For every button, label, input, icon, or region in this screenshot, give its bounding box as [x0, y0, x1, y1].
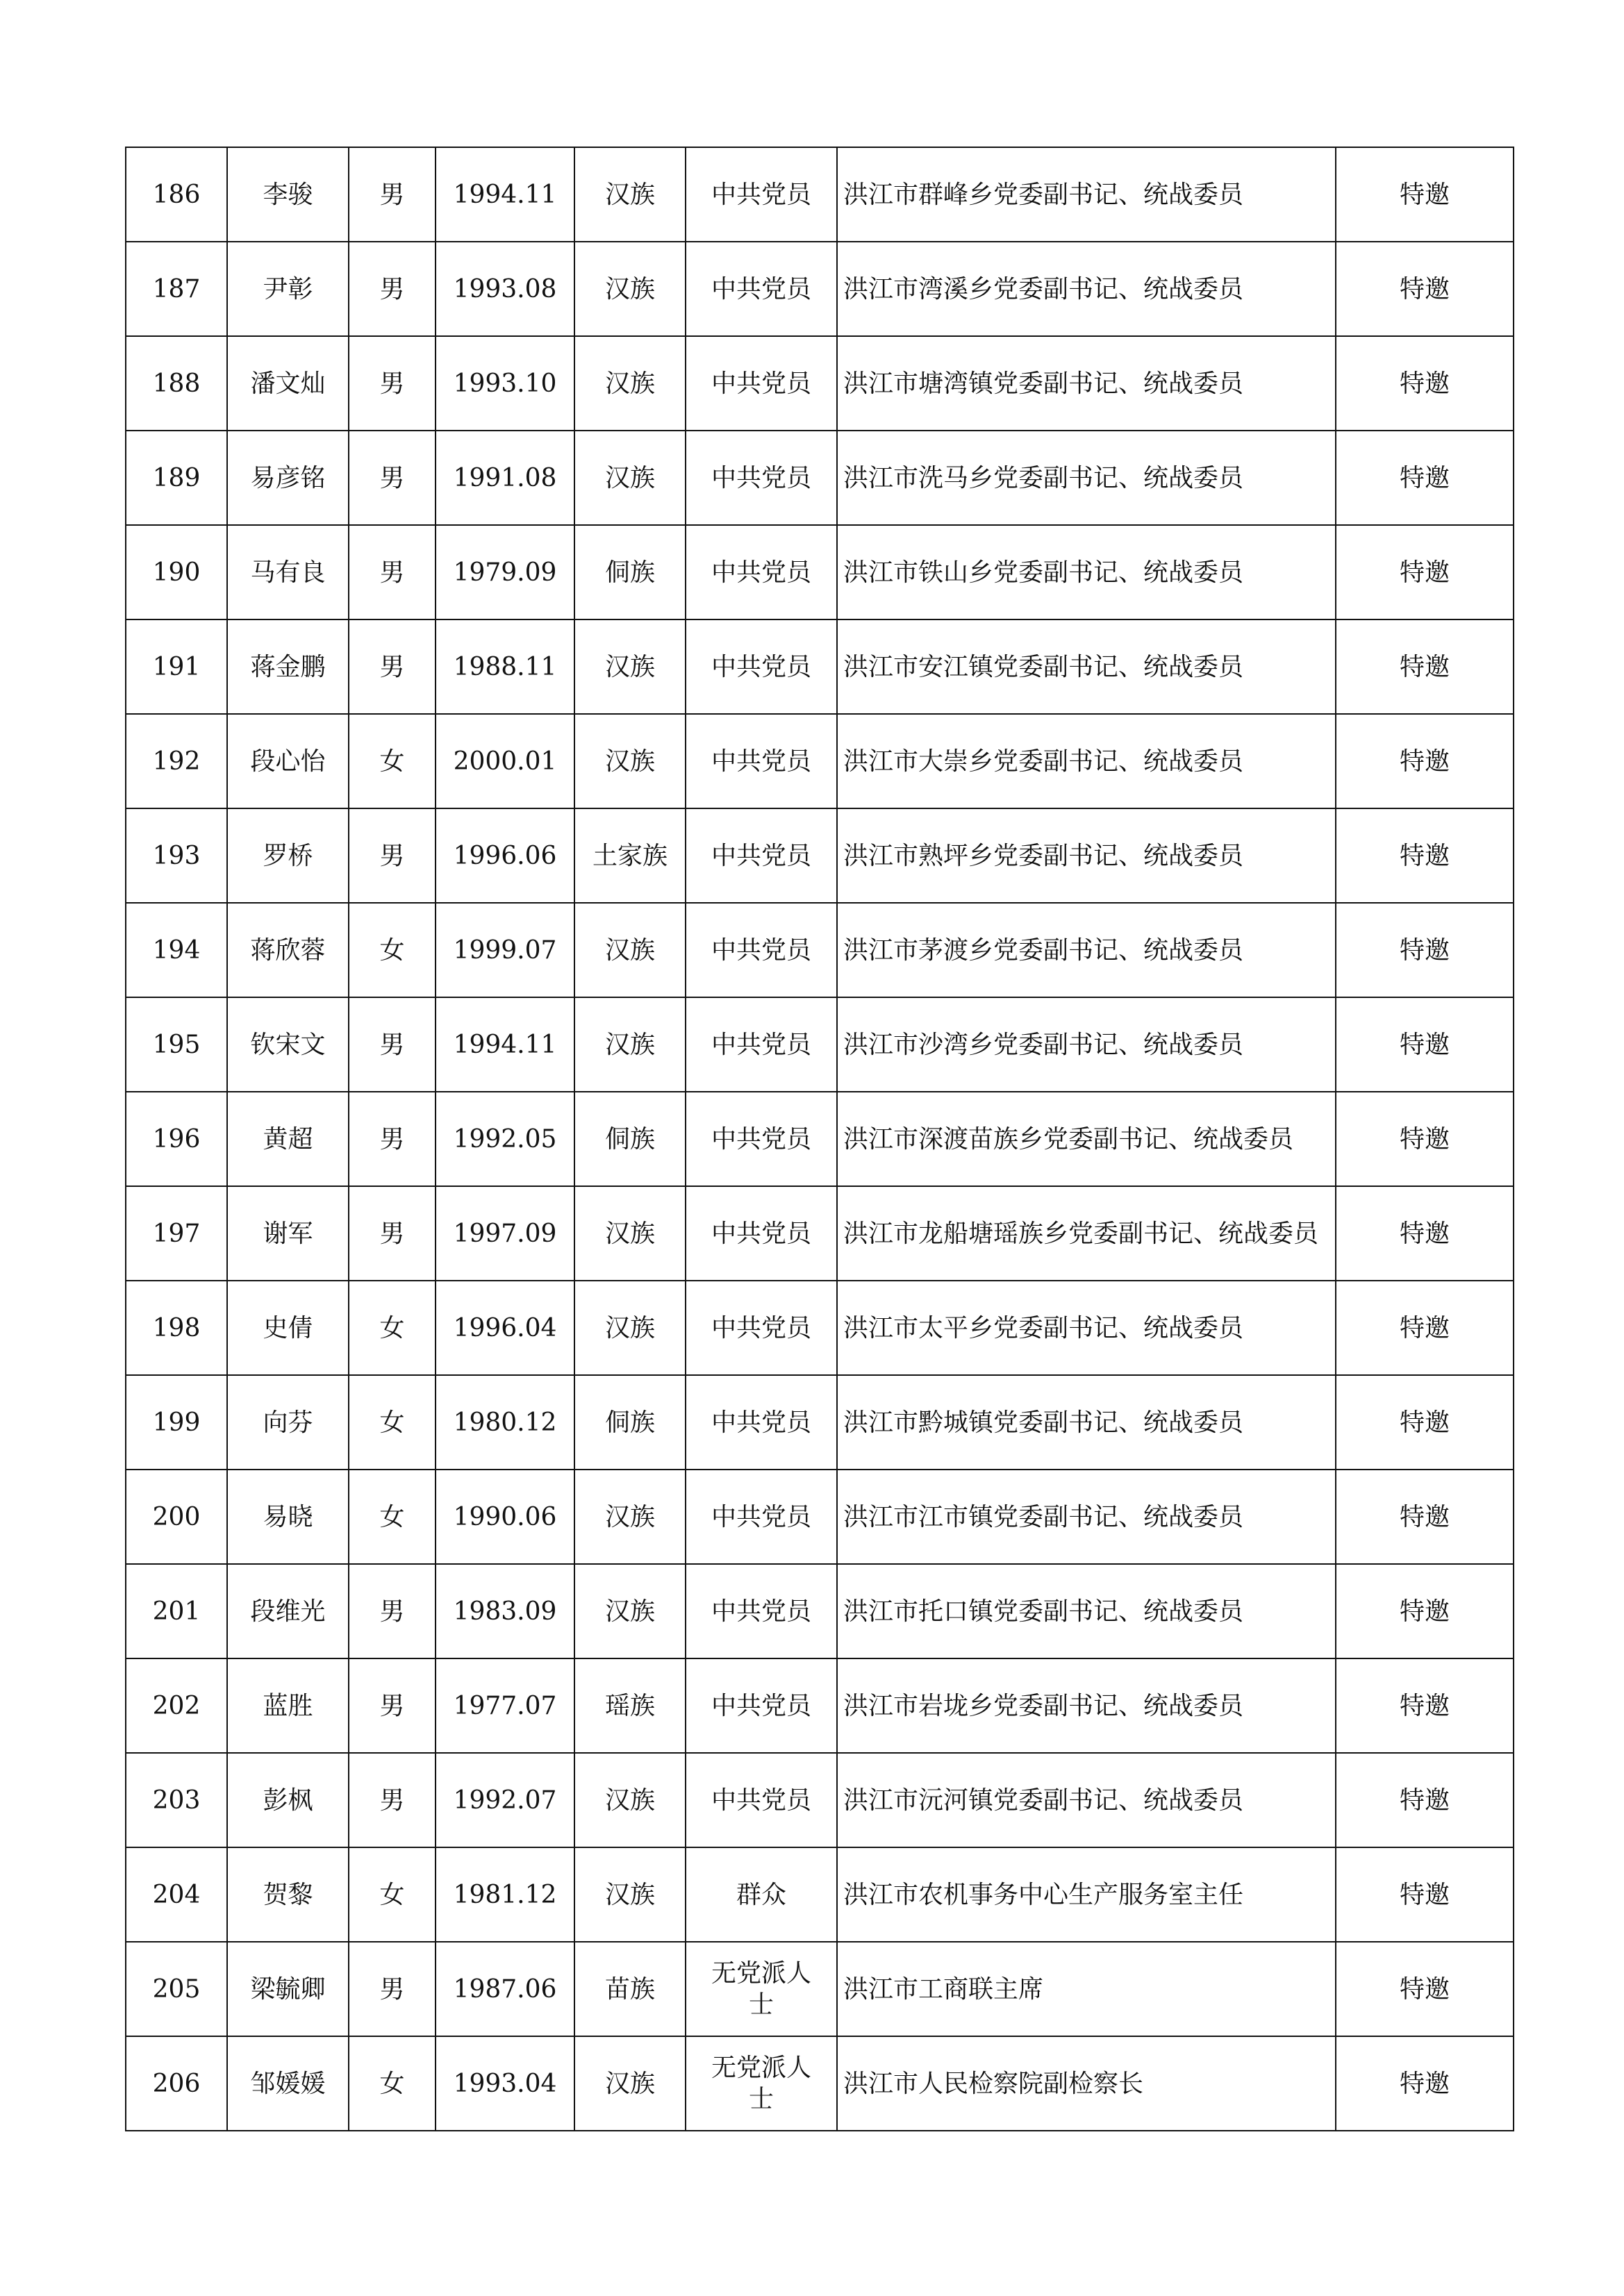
table-row: [126, 1092, 1514, 1186]
seq-cell: 203: [126, 1753, 227, 1847]
gender-cell: 男: [349, 242, 436, 336]
gender-cell: 男: [349, 1658, 436, 1753]
category-cell: 特邀: [1336, 808, 1514, 903]
position-cell: 洪江市安江镇党委副书记、统战委员: [837, 619, 1336, 714]
gender-cell: 男: [349, 147, 436, 242]
birth-date-cell: 1996.06: [436, 808, 574, 903]
position-cell: 洪江市人民检察院副检察长: [837, 2036, 1336, 2131]
table-row: [126, 1942, 1514, 2036]
seq-cell: 186: [126, 147, 227, 242]
roster-table: [125, 147, 1514, 2131]
seq-cell: 200: [126, 1470, 227, 1564]
name-cell: 彭枫: [227, 1753, 349, 1847]
category-cell: 特邀: [1336, 1753, 1514, 1847]
ethnicity-cell: 汉族: [574, 242, 686, 336]
party-affiliation-cell: 中共党员: [686, 1375, 837, 1470]
gender-cell: 男: [349, 619, 436, 714]
position-cell: 洪江市江市镇党委副书记、统战委员: [837, 1470, 1336, 1564]
position-cell: 洪江市茅渡乡党委副书记、统战委员: [837, 903, 1336, 997]
position-cell: 洪江市洗马乡党委副书记、统战委员: [837, 431, 1336, 525]
ethnicity-cell: 汉族: [574, 619, 686, 714]
position-cell: 洪江市农机事务中心生产服务室主任: [837, 1847, 1336, 1942]
table-row: [126, 903, 1514, 997]
name-cell: 李骏: [227, 147, 349, 242]
gender-cell: 男: [349, 1092, 436, 1186]
party-affiliation-cell: 群众: [686, 1847, 837, 1942]
ethnicity-cell: 侗族: [574, 1092, 686, 1186]
category-cell: 特邀: [1336, 1375, 1514, 1470]
birth-date-cell: 1983.09: [436, 1564, 574, 1658]
birth-date-cell: 2000.01: [436, 714, 574, 808]
seq-cell: 197: [126, 1186, 227, 1281]
category-cell: 特邀: [1336, 1470, 1514, 1564]
gender-cell: 男: [349, 808, 436, 903]
name-cell: 向芬: [227, 1375, 349, 1470]
gender-cell: 男: [349, 1186, 436, 1281]
table-row: [126, 1281, 1514, 1375]
position-cell: 洪江市塘湾镇党委副书记、统战委员: [837, 336, 1336, 431]
birth-date-cell: 1999.07: [436, 903, 574, 997]
table-row: [126, 1470, 1514, 1564]
seq-cell: 198: [126, 1281, 227, 1375]
birth-date-cell: 1997.09: [436, 1186, 574, 1281]
seq-cell: 205: [126, 1942, 227, 2036]
name-cell: 易晓: [227, 1470, 349, 1564]
party-affiliation-cell: 中共党员: [686, 808, 837, 903]
gender-cell: 女: [349, 1847, 436, 1942]
table-row: [126, 431, 1514, 525]
gender-cell: 男: [349, 525, 436, 619]
gender-cell: 男: [349, 1942, 436, 2036]
category-cell: 特邀: [1336, 431, 1514, 525]
ethnicity-cell: 汉族: [574, 1186, 686, 1281]
seq-cell: 191: [126, 619, 227, 714]
position-cell: 洪江市岩垅乡党委副书记、统战委员: [837, 1658, 1336, 1753]
party-affiliation-cell: 无党派人士: [686, 1942, 837, 2036]
category-cell: 特邀: [1336, 619, 1514, 714]
ethnicity-cell: 汉族: [574, 903, 686, 997]
name-cell: 易彦铭: [227, 431, 349, 525]
birth-date-cell: 1977.07: [436, 1658, 574, 1753]
ethnicity-cell: 汉族: [574, 997, 686, 1092]
category-cell: 特邀: [1336, 714, 1514, 808]
category-cell: 特邀: [1336, 147, 1514, 242]
party-affiliation-cell: 中共党员: [686, 242, 837, 336]
table-row: [126, 619, 1514, 714]
ethnicity-cell: 汉族: [574, 147, 686, 242]
party-affiliation-cell: 中共党员: [686, 997, 837, 1092]
name-cell: 梁毓卿: [227, 1942, 349, 2036]
name-cell: 蒋欣蓉: [227, 903, 349, 997]
seq-cell: 206: [126, 2036, 227, 2131]
ethnicity-cell: 瑶族: [574, 1658, 686, 1753]
party-affiliation-cell: 中共党员: [686, 1753, 837, 1847]
name-cell: 黄超: [227, 1092, 349, 1186]
table-row: [126, 808, 1514, 903]
birth-date-cell: 1990.06: [436, 1470, 574, 1564]
table-row: [126, 242, 1514, 336]
position-cell: 洪江市托口镇党委副书记、统战委员: [837, 1564, 1336, 1658]
table-row: [126, 1186, 1514, 1281]
name-cell: 段维光: [227, 1564, 349, 1658]
table-row: [126, 1375, 1514, 1470]
table-row: [126, 1564, 1514, 1658]
ethnicity-cell: 汉族: [574, 431, 686, 525]
ethnicity-cell: 汉族: [574, 714, 686, 808]
birth-date-cell: 1993.04: [436, 2036, 574, 2131]
table-row: [126, 1847, 1514, 1942]
seq-cell: 202: [126, 1658, 227, 1753]
seq-cell: 190: [126, 525, 227, 619]
birth-date-cell: 1992.05: [436, 1092, 574, 1186]
table-row: [126, 2036, 1514, 2131]
position-cell: 洪江市太平乡党委副书记、统战委员: [837, 1281, 1336, 1375]
seq-cell: 199: [126, 1375, 227, 1470]
gender-cell: 女: [349, 1470, 436, 1564]
party-affiliation-cell: 中共党员: [686, 431, 837, 525]
seq-cell: 201: [126, 1564, 227, 1658]
ethnicity-cell: 土家族: [574, 808, 686, 903]
ethnicity-cell: 汉族: [574, 2036, 686, 2131]
gender-cell: 女: [349, 714, 436, 808]
table-row: [126, 997, 1514, 1092]
name-cell: 蓝胜: [227, 1658, 349, 1753]
name-cell: 段心怡: [227, 714, 349, 808]
ethnicity-cell: 汉族: [574, 1847, 686, 1942]
table-row: [126, 714, 1514, 808]
position-cell: 洪江市沅河镇党委副书记、统战委员: [837, 1753, 1336, 1847]
birth-date-cell: 1994.11: [436, 997, 574, 1092]
category-cell: 特邀: [1336, 1847, 1514, 1942]
gender-cell: 男: [349, 1564, 436, 1658]
party-affiliation-cell: 中共党员: [686, 1281, 837, 1375]
party-affiliation-cell: 中共党员: [686, 525, 837, 619]
name-cell: 尹彰: [227, 242, 349, 336]
gender-cell: 女: [349, 2036, 436, 2131]
seq-cell: 189: [126, 431, 227, 525]
ethnicity-cell: 汉族: [574, 1281, 686, 1375]
seq-cell: 187: [126, 242, 227, 336]
name-cell: 谢军: [227, 1186, 349, 1281]
seq-cell: 188: [126, 336, 227, 431]
category-cell: 特邀: [1336, 336, 1514, 431]
table-row: [126, 1753, 1514, 1847]
birth-date-cell: 1991.08: [436, 431, 574, 525]
position-cell: 洪江市沙湾乡党委副书记、统战委员: [837, 997, 1336, 1092]
gender-cell: 男: [349, 336, 436, 431]
name-cell: 潘文灿: [227, 336, 349, 431]
party-affiliation-cell: 中共党员: [686, 1658, 837, 1753]
party-affiliation-cell: 中共党员: [686, 336, 837, 431]
ethnicity-cell: 苗族: [574, 1942, 686, 2036]
table-row: [126, 525, 1514, 619]
party-affiliation-cell: 中共党员: [686, 1186, 837, 1281]
name-cell: 罗桥: [227, 808, 349, 903]
birth-date-cell: 1988.11: [436, 619, 574, 714]
birth-date-cell: 1987.06: [436, 1942, 574, 2036]
category-cell: 特邀: [1336, 1186, 1514, 1281]
party-affiliation-cell: 中共党员: [686, 903, 837, 997]
party-affiliation-cell: 中共党员: [686, 147, 837, 242]
ethnicity-cell: 侗族: [574, 1375, 686, 1470]
name-cell: 贺黎: [227, 1847, 349, 1942]
roster-body: [126, 147, 1514, 2131]
gender-cell: 女: [349, 903, 436, 997]
table-row: [126, 147, 1514, 242]
seq-cell: 196: [126, 1092, 227, 1186]
name-cell: 蒋金鹏: [227, 619, 349, 714]
category-cell: 特邀: [1336, 1942, 1514, 2036]
ethnicity-cell: 汉族: [574, 336, 686, 431]
gender-cell: 男: [349, 997, 436, 1092]
name-cell: 史倩: [227, 1281, 349, 1375]
seq-cell: 194: [126, 903, 227, 997]
position-cell: 洪江市黔城镇党委副书记、统战委员: [837, 1375, 1336, 1470]
seq-cell: 193: [126, 808, 227, 903]
birth-date-cell: 1993.10: [436, 336, 574, 431]
seq-cell: 195: [126, 997, 227, 1092]
ethnicity-cell: 汉族: [574, 1564, 686, 1658]
category-cell: 特邀: [1336, 903, 1514, 997]
name-cell: 马有良: [227, 525, 349, 619]
position-cell: 洪江市熟坪乡党委副书记、统战委员: [837, 808, 1336, 903]
party-affiliation-cell: 中共党员: [686, 714, 837, 808]
seq-cell: 192: [126, 714, 227, 808]
category-cell: 特邀: [1336, 242, 1514, 336]
ethnicity-cell: 汉族: [574, 1470, 686, 1564]
position-cell: 洪江市工商联主席: [837, 1942, 1336, 2036]
category-cell: 特邀: [1336, 997, 1514, 1092]
category-cell: 特邀: [1336, 2036, 1514, 2131]
name-cell: 钦宋文: [227, 997, 349, 1092]
ethnicity-cell: 汉族: [574, 1753, 686, 1847]
category-cell: 特邀: [1336, 1658, 1514, 1753]
birth-date-cell: 1996.04: [436, 1281, 574, 1375]
position-cell: 洪江市群峰乡党委副书记、统战委员: [837, 147, 1336, 242]
position-cell: 洪江市深渡苗族乡党委副书记、统战委员: [837, 1092, 1336, 1186]
gender-cell: 男: [349, 1753, 436, 1847]
party-affiliation-cell: 无党派人士: [686, 2036, 837, 2131]
party-affiliation-cell: 中共党员: [686, 1564, 837, 1658]
birth-date-cell: 1980.12: [436, 1375, 574, 1470]
party-affiliation-cell: 中共党员: [686, 1470, 837, 1564]
party-affiliation-cell: 中共党员: [686, 1092, 837, 1186]
table-row: [126, 1658, 1514, 1753]
name-cell: 邹媛媛: [227, 2036, 349, 2131]
birth-date-cell: 1993.08: [436, 242, 574, 336]
ethnicity-cell: 侗族: [574, 525, 686, 619]
position-cell: 洪江市大崇乡党委副书记、统战委员: [837, 714, 1336, 808]
birth-date-cell: 1992.07: [436, 1753, 574, 1847]
birth-date-cell: 1994.11: [436, 147, 574, 242]
category-cell: 特邀: [1336, 1564, 1514, 1658]
table-row: [126, 336, 1514, 431]
party-affiliation-cell: 中共党员: [686, 619, 837, 714]
category-cell: 特邀: [1336, 525, 1514, 619]
gender-cell: 女: [349, 1281, 436, 1375]
seq-cell: 204: [126, 1847, 227, 1942]
position-cell: 洪江市龙船塘瑶族乡党委副书记、统战委员: [837, 1186, 1336, 1281]
birth-date-cell: 1981.12: [436, 1847, 574, 1942]
position-cell: 洪江市铁山乡党委副书记、统战委员: [837, 525, 1336, 619]
category-cell: 特邀: [1336, 1092, 1514, 1186]
position-cell: 洪江市湾溪乡党委副书记、统战委员: [837, 242, 1336, 336]
birth-date-cell: 1979.09: [436, 525, 574, 619]
gender-cell: 男: [349, 431, 436, 525]
category-cell: 特邀: [1336, 1281, 1514, 1375]
gender-cell: 女: [349, 1375, 436, 1470]
